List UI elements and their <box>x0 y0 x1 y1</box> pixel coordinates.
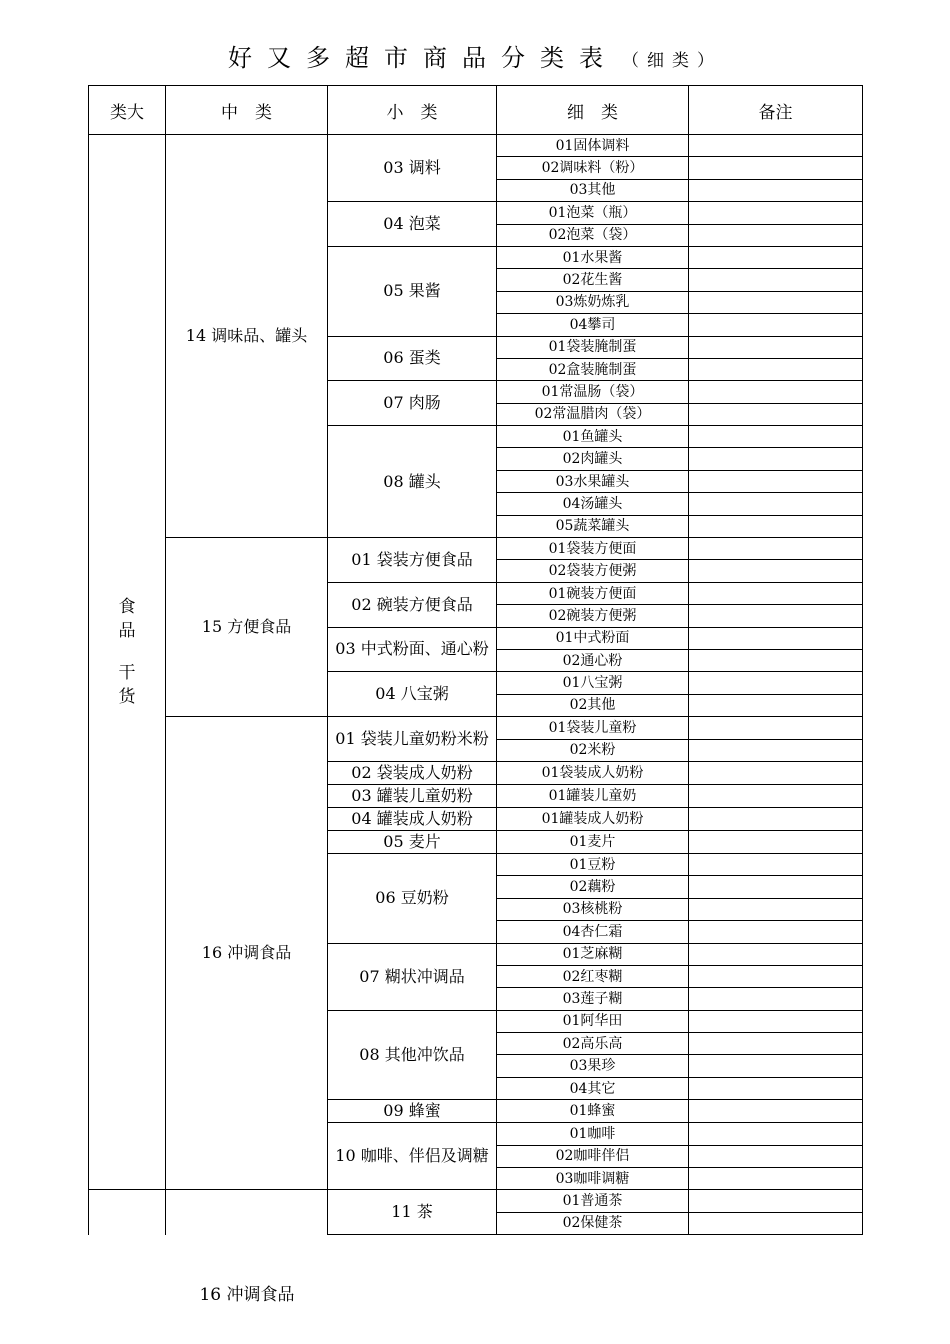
detail-category-cell: 03水果罐头 <box>497 470 689 492</box>
small-category-cell: 09 蜂蜜 <box>328 1100 497 1123</box>
note-cell <box>689 403 863 425</box>
header-row <box>89 86 863 135</box>
note-cell <box>689 988 863 1010</box>
detail-category-cell: 03果珍 <box>497 1055 689 1077</box>
detail-category-cell: 02通心粉 <box>497 649 689 671</box>
detail-category-cell: 01蜂蜜 <box>497 1100 689 1123</box>
small-category-cell: 06 蛋类 <box>328 336 497 381</box>
note-cell <box>689 314 863 336</box>
mid-category-cell: 15 方便食品 <box>166 538 328 717</box>
note-cell <box>689 269 863 291</box>
small-category-cell: 03 调料 <box>328 135 497 202</box>
note-cell <box>689 739 863 761</box>
header-big-category: 类大 <box>89 86 166 135</box>
mid-category-cell: 16 冲调食品 <box>166 717 328 1190</box>
table-body <box>89 135 863 1190</box>
note-cell <box>689 1077 863 1099</box>
note-cell <box>689 921 863 943</box>
detail-category-cell: 02咖啡伴侣 <box>497 1145 689 1167</box>
note-cell <box>689 876 863 898</box>
detail-category-cell: 02红枣糊 <box>497 965 689 987</box>
note-cell <box>689 381 863 403</box>
detail-category-cell: 02肉罐头 <box>497 448 689 470</box>
detail-category-cell: 03咖啡调糖 <box>497 1168 689 1190</box>
title-subtitle: （细类） <box>622 51 722 71</box>
category-table <box>88 85 863 1235</box>
note-cell <box>689 336 863 358</box>
table-row <box>89 717 863 739</box>
detail-category-cell: 01固体调料 <box>497 135 689 157</box>
detail-category-cell: 01水果酱 <box>497 246 689 268</box>
note-cell <box>689 291 863 313</box>
detail-category-cell: 01碗装方便面 <box>497 582 689 604</box>
note-cell <box>689 1123 863 1145</box>
detail-category-cell: 03其他 <box>497 179 689 201</box>
continuation-body <box>89 1190 863 1235</box>
detail-category-cell: 02高乐高 <box>497 1033 689 1055</box>
note-cell <box>689 761 863 784</box>
small-category-cell: 04 八宝粥 <box>328 672 497 717</box>
big-category-text: 食 品 <box>118 597 136 642</box>
detail-category-cell: 02泡菜（袋） <box>497 224 689 246</box>
detail-category-cell: 01泡菜（瓶） <box>497 202 689 224</box>
small-category-cell: 01 袋装方便食品 <box>328 538 497 583</box>
detail-category-cell: 01中式粉面 <box>497 627 689 649</box>
note-cell <box>689 605 863 627</box>
detail-category-cell: 01袋装腌制蛋 <box>497 336 689 358</box>
detail-category-cell: 04攀司 <box>497 314 689 336</box>
small-category-cell: 05 果酱 <box>328 246 497 336</box>
note-cell <box>689 672 863 694</box>
header-note: 备注 <box>689 86 863 135</box>
detail-category-cell: 01常温肠（袋） <box>497 381 689 403</box>
detail-category-cell: 05蔬菜罐头 <box>497 515 689 537</box>
note-cell <box>689 224 863 246</box>
small-category-cell: 04 泡菜 <box>328 202 497 247</box>
detail-category-cell: 02其他 <box>497 694 689 716</box>
note-cell <box>689 717 863 739</box>
note-cell <box>689 1010 863 1032</box>
note-cell <box>689 1100 863 1123</box>
small-category-cell: 10 咖啡、伴侣及调糖 <box>328 1123 497 1190</box>
detail-category-cell: 01豆粉 <box>497 853 689 875</box>
detail-category-cell: 01袋装成人奶粉 <box>497 761 689 784</box>
small-category-cell: 03 中式粉面、通心粉 <box>328 627 497 672</box>
detail-category-cell: 02保健茶 <box>497 1212 689 1234</box>
detail-category-cell: 02盒装腌制蛋 <box>497 358 689 380</box>
detail-category-cell: 01八宝粥 <box>497 672 689 694</box>
note-cell <box>689 965 863 987</box>
note-cell <box>689 1190 863 1212</box>
title-main: 好又多超市商品分类表 <box>228 44 618 72</box>
big-category-cell <box>89 135 166 1190</box>
detail-category-cell: 04汤罐头 <box>497 493 689 515</box>
note-cell <box>689 627 863 649</box>
mid-category-cell: 14 调味品、罐头 <box>166 135 328 538</box>
detail-category-cell: 03核桃粉 <box>497 898 689 920</box>
note-cell <box>689 426 863 448</box>
table-row <box>89 135 863 157</box>
small-category-cell: 11 茶 <box>328 1190 497 1235</box>
small-category-cell: 07 肉肠 <box>328 381 497 426</box>
small-category-cell: 03 罐装儿童奶粉 <box>328 784 497 807</box>
note-cell <box>689 784 863 807</box>
detail-category-cell: 02花生酱 <box>497 269 689 291</box>
page-title <box>0 38 950 73</box>
detail-category-cell: 01袋装方便面 <box>497 538 689 560</box>
detail-category-cell: 02藕粉 <box>497 876 689 898</box>
note-cell <box>689 1145 863 1167</box>
small-category-cell: 02 碗装方便食品 <box>328 582 497 627</box>
note-cell <box>689 1055 863 1077</box>
detail-category-cell: 03炼奶炼乳 <box>497 291 689 313</box>
big-category-text: 干 货 <box>118 663 136 708</box>
detail-category-cell: 01咖啡 <box>497 1123 689 1145</box>
table-row <box>89 1190 863 1212</box>
detail-category-cell: 04其它 <box>497 1077 689 1099</box>
detail-category-cell: 01麦片 <box>497 830 689 853</box>
note-cell <box>689 694 863 716</box>
detail-category-cell: 03莲子糊 <box>497 988 689 1010</box>
detail-category-cell: 01阿华田 <box>497 1010 689 1032</box>
continuation-mid-category-cell <box>166 1190 328 1235</box>
detail-category-cell: 01罐装成人奶粉 <box>497 807 689 830</box>
continuation-big-category-cell <box>89 1190 166 1235</box>
small-category-cell: 04 罐装成人奶粉 <box>328 807 497 830</box>
small-category-cell: 02 袋装成人奶粉 <box>328 761 497 784</box>
note-cell <box>689 157 863 179</box>
note-cell <box>689 246 863 268</box>
note-cell <box>689 358 863 380</box>
small-category-cell: 07 糊状冲调品 <box>328 943 497 1010</box>
detail-category-cell: 02米粉 <box>497 739 689 761</box>
note-cell <box>689 493 863 515</box>
detail-category-cell: 01芝麻糊 <box>497 943 689 965</box>
detail-category-cell: 01罐装儿童奶 <box>497 784 689 807</box>
note-cell <box>689 943 863 965</box>
header-small-category: 小 类 <box>328 86 497 135</box>
note-cell <box>689 560 863 582</box>
note-cell <box>689 807 863 830</box>
note-cell <box>689 470 863 492</box>
detail-category-cell: 01袋装儿童粉 <box>497 717 689 739</box>
header-mid-category: 中 类 <box>166 86 328 135</box>
header-detail-category: 细 类 <box>497 86 689 135</box>
note-cell <box>689 135 863 157</box>
detail-category-cell: 02调味料（粉） <box>497 157 689 179</box>
detail-category-cell: 04杏仁霜 <box>497 921 689 943</box>
small-category-cell: 08 罐头 <box>328 426 497 538</box>
detail-category-cell: 02袋装方便粥 <box>497 560 689 582</box>
small-category-cell: 01 袋装儿童奶粉米粉 <box>328 717 497 762</box>
note-cell <box>689 898 863 920</box>
detail-category-cell: 01鱼罐头 <box>497 426 689 448</box>
note-cell <box>689 538 863 560</box>
note-cell <box>689 1168 863 1190</box>
note-cell <box>689 830 863 853</box>
table-row <box>89 538 863 560</box>
small-category-cell: 05 麦片 <box>328 830 497 853</box>
note-cell <box>689 202 863 224</box>
note-cell <box>689 448 863 470</box>
note-cell <box>689 515 863 537</box>
note-cell <box>689 649 863 671</box>
small-category-cell: 08 其他冲饮品 <box>328 1010 497 1100</box>
note-cell <box>689 179 863 201</box>
continuation-mid-label: 16 冲调食品 <box>199 1285 295 1305</box>
note-cell <box>689 853 863 875</box>
detail-category-cell: 02碗装方便粥 <box>497 605 689 627</box>
note-cell <box>689 582 863 604</box>
detail-category-cell: 02常温腊肉（袋） <box>497 403 689 425</box>
note-cell <box>689 1033 863 1055</box>
small-category-cell: 06 豆奶粉 <box>328 853 497 943</box>
note-cell <box>689 1212 863 1234</box>
detail-category-cell: 01普通茶 <box>497 1190 689 1212</box>
